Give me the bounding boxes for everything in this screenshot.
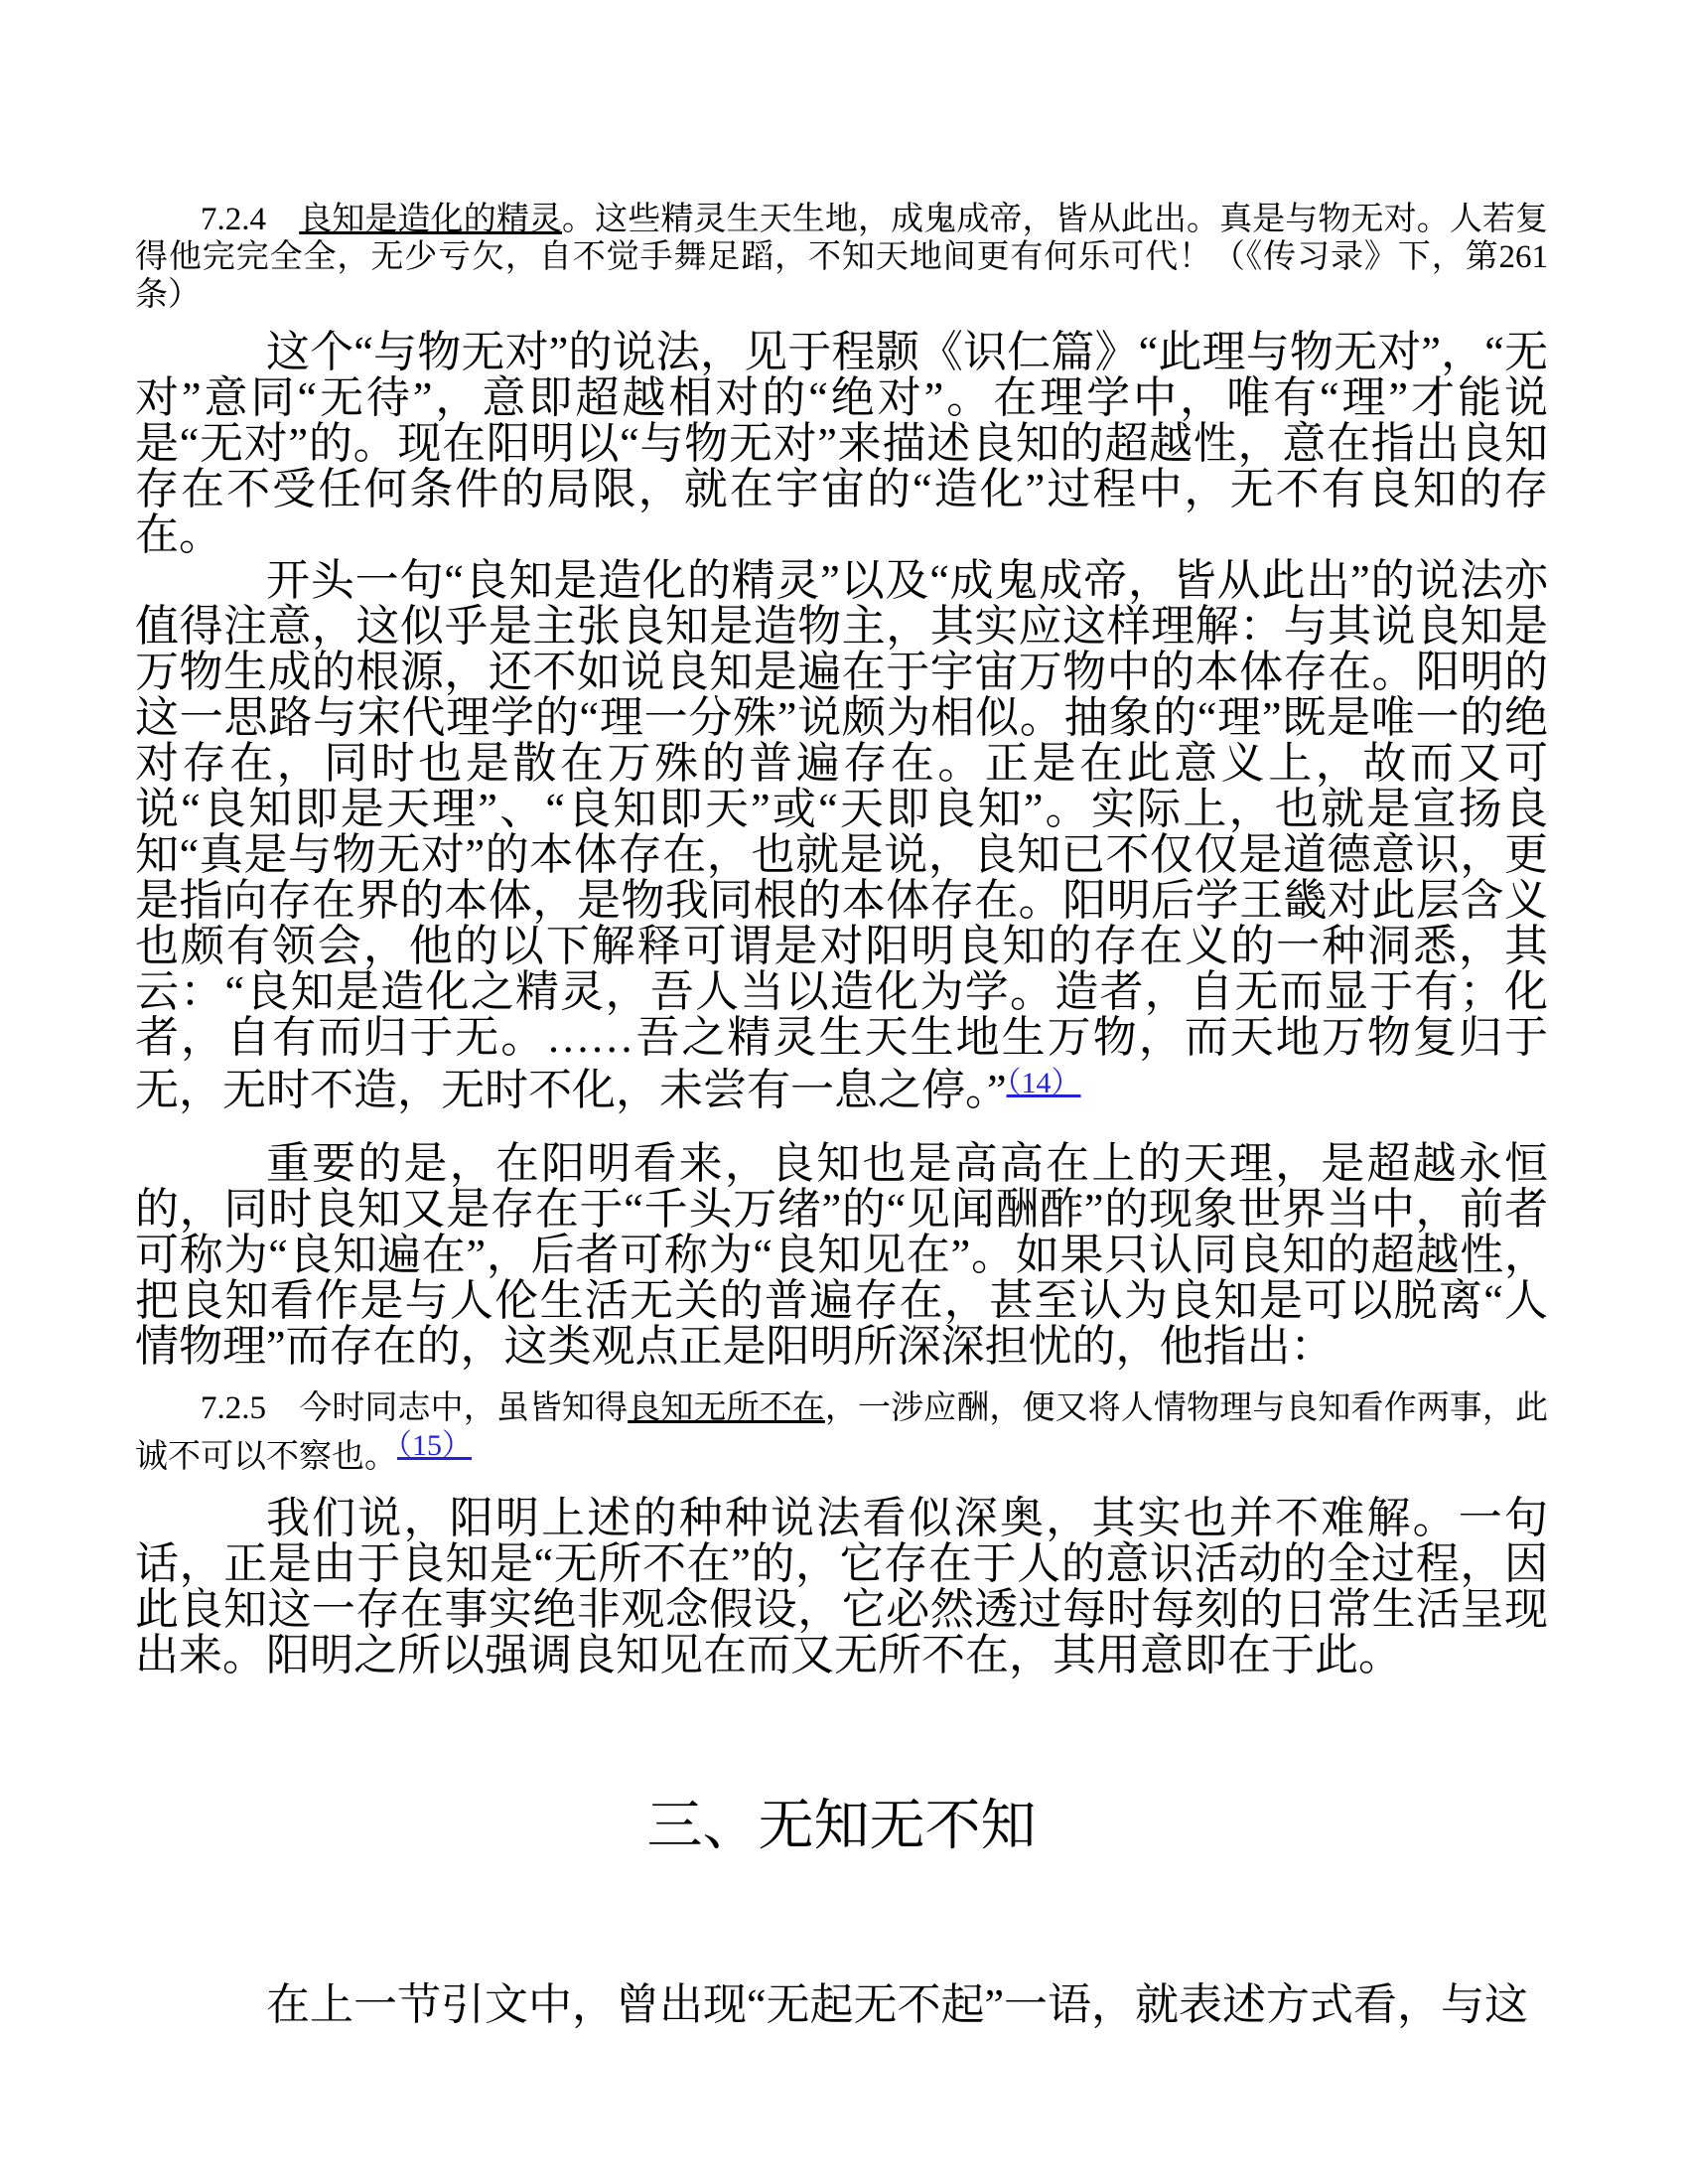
quote-block-7-2-5 — [135, 1389, 1548, 1476]
text-run: 开头一句“良知是造化的精灵”以及“成鬼成帝，皆从此出”的说法亦值得注意，这似乎是主张良知是造物主，其实应这样理解：与其说良知是万物生成的根源，还不如说良知是遍在于宇宙万物中的本体存在。阳明的这一思路与宋代理学的“理一分殊”说颇为相似。抽象的“理”既是唯一的绝对存在，同时也是散在万殊的普遍存在。正是在此意义上，故而又可说“良知即是天理”、“良知即天”或“天即良知”。实际上，也就是宣扬良知“真是与物无对”的本体存在，也就是说，良知已不仅仅是道德意识，更是指向存在界的本体，是物我同根的本体存在。阳明后学王畿对此层含义也颇有领会，他的以下解释可谓是对阳明良知的存在义的一种洞悉，其云：“良知是造化之精灵，吾人当以造化为学。造者，自无而显于有；化者，自有而归于无。……吾之精灵生天生地生万物，而天地万物复归于无，无时不造，无时不化，未尝有一息之停。” — [135, 556, 1548, 1114]
text-run: 。这些精灵生天生地，成鬼成帝，皆从此出。真是与物无对。人若复得他完完全全，无少亏欠，自不觉手舞足蹈，不知天地间更有何乐可代！（《传习录》下，第261条） — [135, 202, 1549, 313]
text-run: ，一涉应酬，便又将人情物理与良知看作两事，此诚不可以不察也。 — [135, 1390, 1549, 1475]
text-run: 这个“与物无对”的说法，见于程颢《识仁篇》“此理与物无对”，“无对”意同“无待”，意即超越相对的“绝对”。在理学中，唯有“理”才能说是“无对”的。现在阳明以“与物无对”来描述良知的超越性，意在指出良知存在不受任何条件的局限，就在宇宙的“造化”过程中，无不有良知的存在。 — [135, 328, 1548, 559]
text-run: 在上一节引文中，曾出现“无起无不起”一语，就表述方式看，与这 — [266, 1980, 1529, 2029]
paragraph-yuwuwudui — [135, 330, 1548, 558]
quote-block-7-2-4 — [135, 201, 1548, 314]
text-run: 7.2.5 今时同志中，虽皆知得 — [201, 1390, 629, 1426]
text-run: 7.2.4 — [201, 202, 300, 237]
text-run: 重要的是，在阳明看来，良知也是高高在上的天理，是超越永恒的，同时良知又是存在于“千头万绪”的“见闻酬酢”的现象世界当中，前者可称为“良知遍在”，后者可称为“良知见在”。如果只认同良知的超越性，把良知看作是与人伦生活无关的普遍存在，甚至认为良知是可以脱离“人情物理”而存在的，这类观点正是阳明所深深担忧的，他指出： — [135, 1139, 1548, 1371]
footnote-link-14[interactable]: （14） — [1006, 1067, 1081, 1099]
paragraph-kaitou — [135, 558, 1548, 1113]
underlined-phrase: 良知是造化的精灵 — [299, 202, 563, 237]
text-run: 我们说，阳明上述的种种说法看似深奥，其实也并不难解。一句话，正是由于良知是“无所不在”的，它存在于人的意识活动的全过程，因此良知这一存在事实绝非观念假设，它必然透过每时每刻的日常生活呈现出来。阳明之所以强调良知见在而又无所不在，其用意即在于此。 — [135, 1494, 1548, 1679]
footnote-link-15[interactable]: （15） — [397, 1429, 472, 1462]
paragraph-zhongyao — [135, 1141, 1548, 1370]
section-heading: 三、无知无不知 — [646, 1796, 1037, 1857]
underlined-phrase: 良知无所不在 — [628, 1390, 825, 1426]
paragraph-last — [135, 1982, 1548, 2028]
paragraph-women — [135, 1496, 1548, 1678]
